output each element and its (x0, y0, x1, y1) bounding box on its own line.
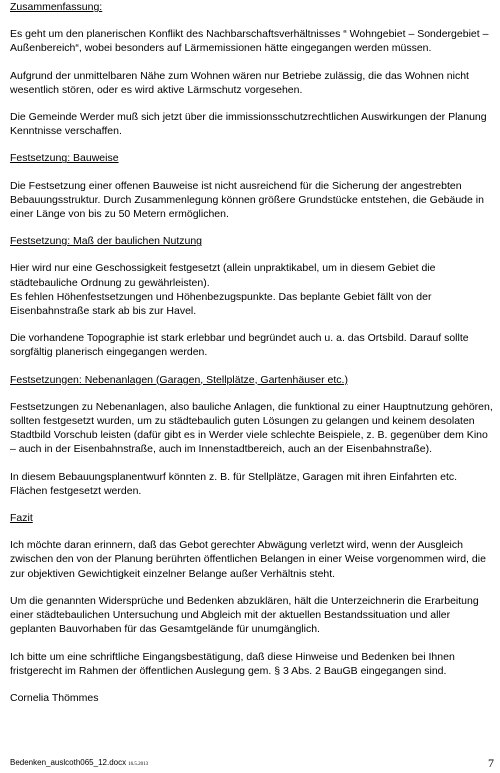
page-footer (10, 756, 494, 770)
paragraph: Festsetzungen zu Nebenanlagen, also bauliche Anlagen, die funktional zu einer Hauptnutzung gehören, sollten festgesetzt wurden, um zu städtebaulich guten Lösungen zu gelangen und keinem desolaten Stadtbild Vorschub leisten (dafür gibt es in Werder viele schlechte Beispiele, z. B. gegenüber dem Kino – auch in der Eisenbahnstraße, auch im Innenstadtbereich, auch an der Eisenbahnstraße). (10, 400, 493, 456)
paragraph: Ich bitte um eine schriftliche Eingangsbestätigung, daß diese Hinweise und Bedenken bei Ihnen fristgerecht im Rahmen der öffentlichen Auslegung gem. § 3 Abs. 2 BauGB eingegangen sind. (10, 650, 455, 677)
heading-zusammenfassung: Zusammenfassung: (10, 1, 103, 13)
text-line: Eisenbahnstraße stark ab bis zur Havel. (10, 305, 197, 318)
document-body (10, 0, 494, 705)
paragraph: Aufgrund der unmittelbaren Nähe zum Wohnen wären nur Betriebe zulässig, die das Wohnen nicht wesentlich stören, oder es wird aktive Lärmschutz vorgesehen. (10, 69, 469, 96)
page-number: 7 (488, 756, 494, 770)
paragraph: Ich möchte daran erinnern, daß das Gebot gerechter Abwägung verletzt wird, wenn der Ausgleich zwischen den von der Planung berührten öffentlichen Belangen in einer Weise vorgenommen wird, die zur objektiven Gewichtigkeit einzelner Belange außer Verhältnis steht. (10, 539, 486, 580)
paragraph: Es geht um den planerischen Konflikt des Nachbarschaftsverhältnisses “ Wohngebiet – Sondergebiet – Außenbereich“, wobei besonders auf Lärmemissionen hätte eingegangen werden müssen. (10, 28, 489, 55)
heading-bauweise: Festsetzung: Bauweise (10, 152, 119, 165)
text-line: Es fehlen Höhenfestsetzungen und Höhenbezugspunkte. Das beplante Gebiet fällt von der (10, 290, 432, 303)
heading-fazit: Fazit (10, 512, 33, 525)
footer-filename-text: Bedenken_auslcoth065_12.docx (10, 758, 127, 767)
paragraph: Die Gemeinde Werder muß sich jetzt über die immissionsschutzrechtlichen Auswirkungen der Planung Kenntnisse verschaffen. (10, 111, 487, 138)
heading-nebenanlagen: Festsetzungen: Nebenanlagen (Garagen, Stellplätze, Gartenhäuser etc.) (10, 373, 348, 386)
signature: Cornelia Thömmes (10, 691, 99, 704)
paragraph: Die Festsetzung einer offenen Bauweise ist nicht ausreichend für die Sicherung der angestrebten Bebauungsstruktur. Durch Zusammenlegung können größere Grundstücke entstehen, die Gebäude in einer Länge von bis zu 50 Metern ermöglichen. (10, 179, 484, 221)
paragraph: Um die genannten Widersprüche und Bedenken abzuklären, hält die Unterzeichnerin die Erarbeitung einer städtebaulichen Untersuchung und Abgleich mit der aktuellen Bestandssituation und aller geplanten Bauvorhaben für das Gesamtgelände für unumgänglich. (10, 594, 479, 636)
footer-date: 16.5.2013 (128, 762, 149, 767)
text-line: städtebauliche Ordnung zu gewährleisten). (10, 276, 210, 289)
paragraph: In diesem Bebauungsplanentwurf könnten z. B. für Stellplätze, Garagen mit ihren Einfahrten etc. Flächen festgesetzt werden. (10, 470, 458, 497)
footer-filename (10, 758, 148, 767)
text-line: Hier wird nur eine Geschossigkeit festgesetzt (allein unpraktikabel, um in diesem Gebiet die (10, 262, 436, 275)
heading-mass-der-baulichen-nutzung: Festsetzung: Maß der baulichen Nutzung (10, 235, 203, 248)
paragraph: Die vorhandene Topographie ist stark erlebbar und begründet auch u. a. das Ortsbild. Darauf sollte sorgfältig planerisch eingegangen werden. (10, 332, 469, 359)
